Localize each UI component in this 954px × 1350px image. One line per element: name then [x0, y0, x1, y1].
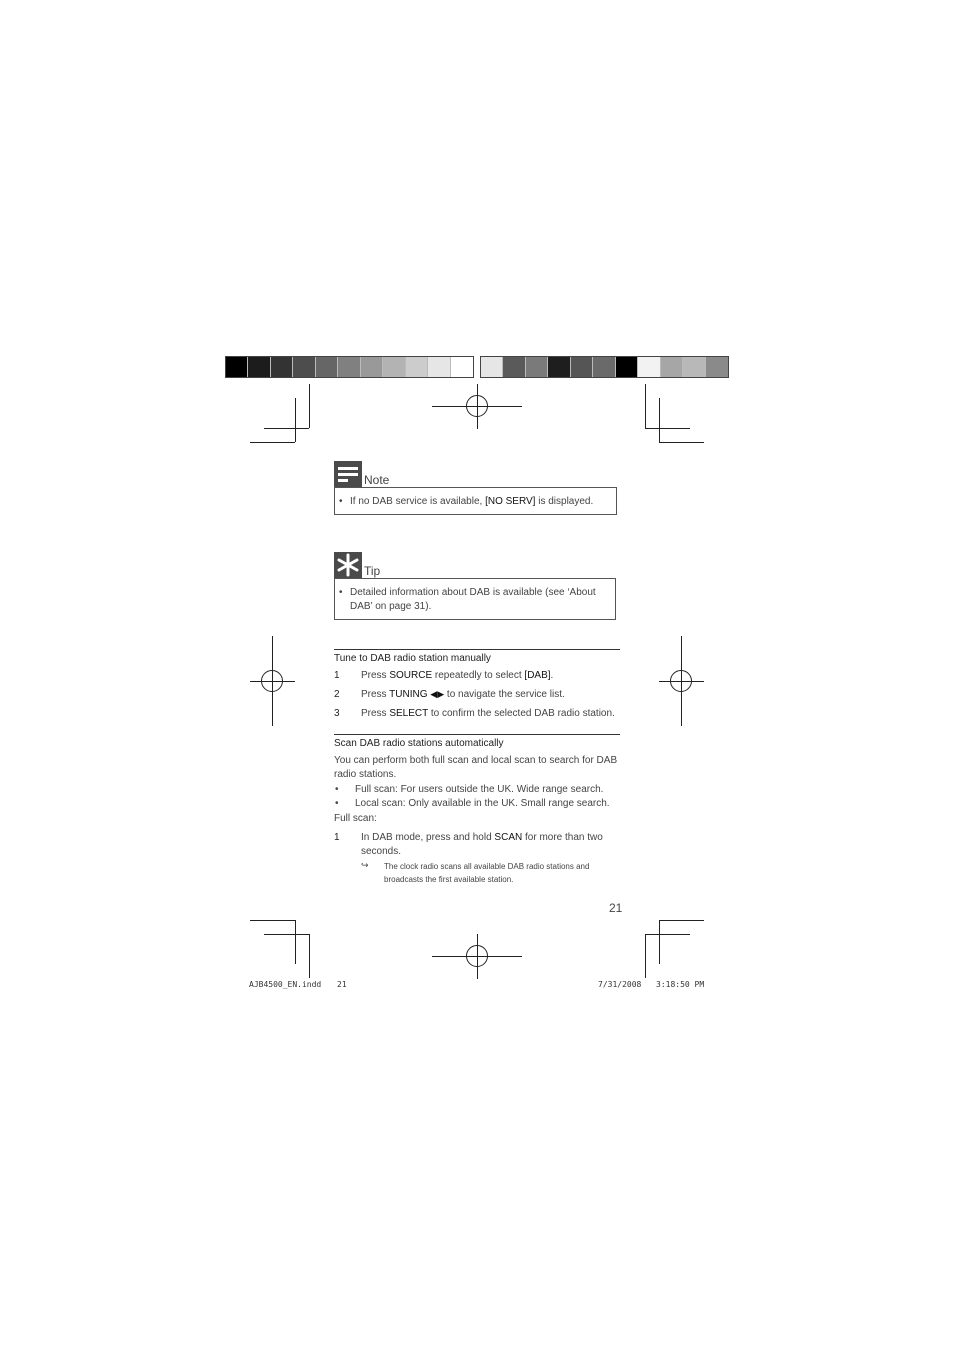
crop-mark: [645, 428, 690, 429]
color-swatch: [383, 357, 405, 377]
crop-mark: [645, 384, 646, 428]
color-swatch: [271, 357, 293, 377]
step-number: 1: [334, 832, 340, 843]
step-number: 1: [334, 670, 340, 681]
slug-date: 7/31/2008: [598, 980, 642, 989]
crop-mark: [250, 442, 295, 443]
color-swatch: [248, 357, 270, 377]
registration-circle: [670, 670, 692, 692]
tip-header: [334, 552, 380, 578]
scan-key-label: SCAN: [494, 832, 523, 843]
crop-mark: [309, 384, 310, 428]
crop-mark: [264, 428, 309, 429]
note-label: Note: [364, 473, 390, 487]
crop-mark: [309, 934, 310, 978]
crop-mark: [659, 398, 660, 442]
note-text-2: is displayed.: [535, 496, 594, 507]
slug-time: 3:18:50 PM: [656, 980, 705, 989]
step-text: .: [550, 670, 554, 681]
scan-intro-line: You can perform both full scan and local scan to search for DAB: [334, 755, 618, 766]
list-item-text: Local scan: Only available in the UK. Small range search.: [355, 798, 610, 809]
step-number: 2: [334, 689, 340, 700]
note-box: [334, 487, 617, 515]
crop-mark: [645, 934, 690, 935]
scan-intro: [334, 754, 624, 782]
crop-mark: [659, 442, 704, 443]
color-swatch: [548, 357, 570, 377]
tip-box: [334, 578, 616, 620]
crop-mark: [295, 920, 296, 964]
color-swatch: [706, 357, 728, 377]
color-swatch: [526, 357, 548, 377]
note-icon: [334, 461, 362, 487]
crop-mark: [264, 934, 309, 935]
step-text: to navigate the service list.: [444, 689, 565, 700]
result-arrow-icon: ↪: [361, 861, 369, 871]
color-swatch: [338, 357, 360, 377]
section-heading-manual: Tune to DAB radio station manually: [334, 649, 620, 665]
result-line: broadcasts the first available station.: [384, 875, 514, 884]
crop-mark: [295, 398, 296, 442]
color-swatch: [683, 357, 705, 377]
tip-bullet: •: [339, 587, 343, 598]
bullet: •: [335, 784, 339, 795]
slug-page: 21: [337, 980, 347, 989]
color-bar-right: [480, 356, 729, 378]
registration-circle: [466, 945, 488, 967]
section-heading-scan: Scan DAB radio stations automatically: [334, 734, 620, 750]
color-swatch: [406, 357, 428, 377]
slug-filename: AJB4500_EN.indd: [249, 980, 322, 989]
color-swatch: [451, 357, 473, 377]
tip-line-2: DAB’ on page 31).: [350, 601, 432, 612]
color-swatch: [503, 357, 525, 377]
list-item-text: Full scan: For users outside the UK. Wide range search.: [355, 784, 604, 795]
color-swatch: [481, 357, 503, 377]
asterisk-icon: [334, 552, 362, 578]
color-bar-left: [225, 356, 474, 378]
tuning-arrows-icon: ◀▶: [430, 690, 445, 700]
color-swatch: [226, 357, 248, 377]
result-text: [384, 860, 589, 886]
color-swatch: [316, 357, 338, 377]
color-swatch: [638, 357, 660, 377]
color-swatch: [428, 357, 450, 377]
note-bullet: •: [339, 496, 343, 507]
registration-circle: [466, 395, 488, 417]
step-text: In DAB mode, press and hold: [361, 832, 495, 843]
note-text-1: If no DAB service is available,: [350, 496, 486, 507]
step-text: seconds.: [361, 846, 402, 857]
color-swatch: [616, 357, 638, 377]
color-swatch: [293, 357, 315, 377]
crop-mark: [659, 920, 660, 964]
crop-mark: [645, 934, 646, 978]
color-swatch: [361, 357, 383, 377]
tip-line-1: Detailed information about DAB is available (see ‘About: [350, 587, 596, 598]
color-swatch: [593, 357, 615, 377]
scan-intro-line: radio stations.: [334, 769, 397, 780]
bullet: •: [335, 798, 339, 809]
note-header: [334, 461, 389, 487]
dab-display-label: [DAB]: [524, 670, 551, 681]
step-text: Press: [361, 670, 390, 681]
color-swatch: [571, 357, 593, 377]
note-text-bold: [NO SERV]: [485, 496, 536, 507]
source-key-label: SOURCE: [389, 670, 433, 681]
color-swatch: [661, 357, 683, 377]
crop-mark: [659, 920, 704, 921]
result-line: The clock radio scans all available DAB radio stations and: [384, 862, 590, 871]
select-key-label: SELECT: [389, 708, 429, 719]
crop-mark: [250, 920, 295, 921]
step-text: for more than two: [522, 832, 603, 843]
step-text: Press: [361, 708, 390, 719]
step-number: 3: [334, 708, 340, 719]
page-number: 21: [609, 901, 623, 915]
tip-label: Tip: [364, 564, 381, 578]
tuning-key-label: TUNING: [389, 689, 428, 700]
step-text: to confirm the selected DAB radio station.: [428, 708, 615, 719]
step-text: Press: [361, 689, 390, 700]
full-scan-label: Full scan:: [334, 813, 377, 824]
step-text: repeatedly to select: [432, 670, 525, 681]
registration-circle: [261, 670, 283, 692]
